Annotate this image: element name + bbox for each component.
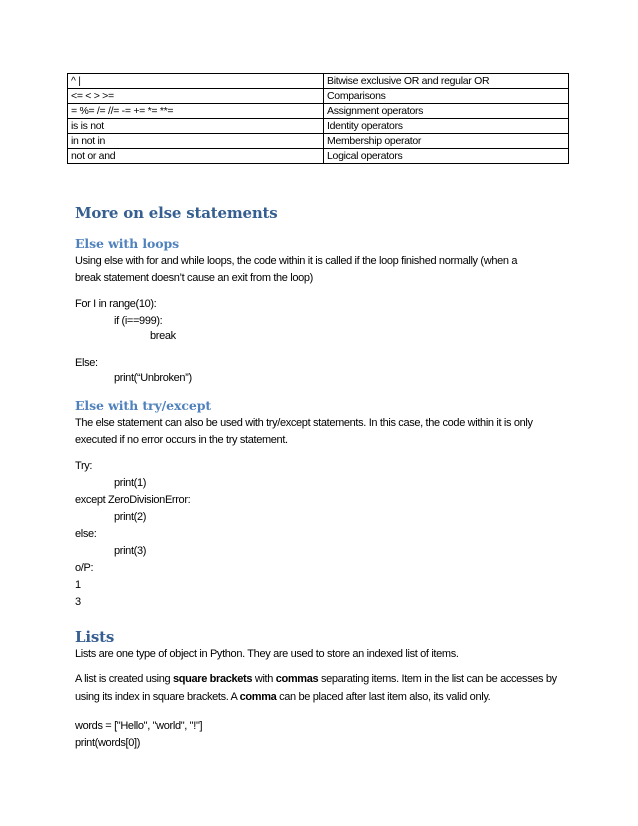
operators-cell: in not in xyxy=(68,134,324,149)
text-run: can be placed after last item also, its valid only. xyxy=(276,691,491,703)
code-line: print(3) xyxy=(114,545,147,557)
operators-cell: <= < > >= xyxy=(68,89,324,104)
table-row xyxy=(68,74,569,89)
text-run: using its index in square brackets. A xyxy=(75,691,240,703)
operators-table xyxy=(67,73,569,164)
description-cell: Bitwise exclusive OR and regular OR xyxy=(324,74,569,89)
paragraph-line: Lists are one type of object in Python. They are used to store an indexed list of items. xyxy=(75,648,459,660)
table-row xyxy=(68,134,569,149)
paragraph-line: The else statement can also be used with try/except statements. In this case, the code within it is only xyxy=(75,417,533,429)
table-row xyxy=(68,149,569,164)
bold-term: comma xyxy=(239,691,277,703)
bold-term: commas xyxy=(275,673,319,685)
text-run: with xyxy=(252,673,276,685)
code-line: For I in range(10): xyxy=(75,298,157,310)
operators-cell: not or and xyxy=(68,149,324,164)
table-row xyxy=(68,119,569,134)
code-line: Else: xyxy=(75,357,98,369)
description-cell: Assignment operators xyxy=(324,104,569,119)
description-cell: Identity operators xyxy=(324,119,569,134)
table-row xyxy=(68,104,569,119)
code-line: 1 xyxy=(75,579,81,591)
code-line: if (i==999): xyxy=(114,315,163,327)
description-cell: Logical operators xyxy=(324,149,569,164)
heading-lists: Lists xyxy=(75,628,115,646)
code-line: 3 xyxy=(75,596,81,608)
description-cell: Comparisons xyxy=(324,89,569,104)
code-line: except ZeroDivisionError: xyxy=(75,494,191,506)
code-line: print(1) xyxy=(114,477,147,489)
code-line: print(2) xyxy=(114,511,147,523)
text-run: separating items. Item in the list can be accesses by xyxy=(318,673,557,685)
operators-cell: is is not xyxy=(68,119,324,134)
bold-term: square brackets xyxy=(173,673,253,685)
paragraph-line: break statement doesn’t cause an exit from the loop) xyxy=(75,272,313,284)
description-cell: Membership operator xyxy=(324,134,569,149)
lists-paragraph xyxy=(75,670,575,706)
code-line: o/P: xyxy=(75,562,94,574)
table-row xyxy=(68,89,569,104)
code-line: else: xyxy=(75,528,97,540)
heading-more-on-else: More on else statements xyxy=(75,204,278,222)
code-line: Try: xyxy=(75,460,93,472)
code-line: words = ["Hello", "world", "!"] xyxy=(75,720,203,732)
paragraph-line: Using else with for and while loops, the code within it is called if the loop finished normally (when a xyxy=(75,255,518,267)
operators-cell: = %= /= //= -= += *= **= xyxy=(68,104,324,119)
code-line: print(“Unbroken”) xyxy=(114,372,192,384)
code-line: break xyxy=(150,330,176,342)
paragraph-line: executed if no error occurs in the try statement. xyxy=(75,434,288,446)
heading-else-with-try-except: Else with try/except xyxy=(75,398,212,413)
text-run: A list is created using xyxy=(75,673,173,685)
heading-else-with-loops: Else with loops xyxy=(75,236,180,251)
operators-cell: ^ | xyxy=(68,74,324,89)
code-line: print(words[0]) xyxy=(75,737,141,749)
